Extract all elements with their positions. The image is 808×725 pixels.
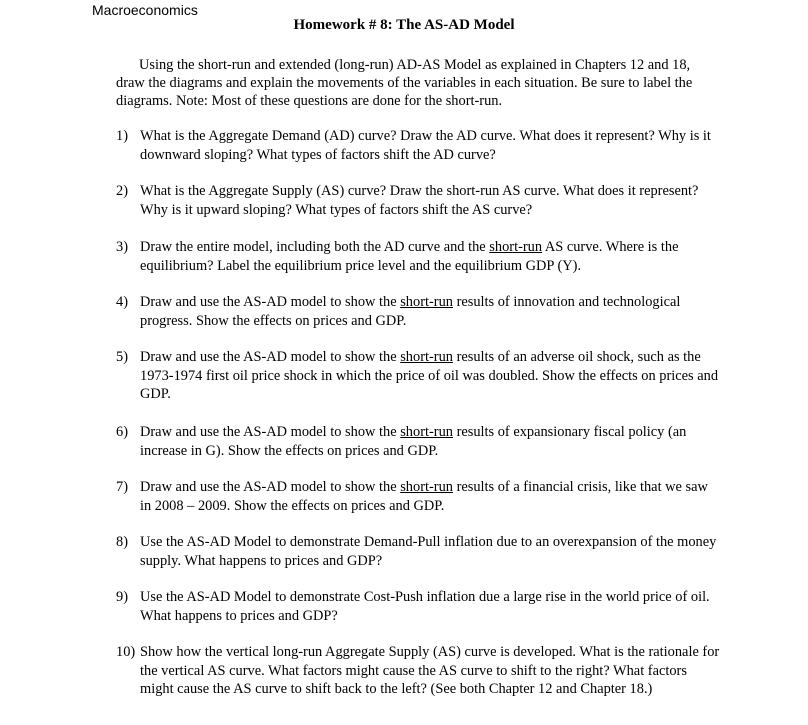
question-6 <box>116 423 722 460</box>
question-text: What is the Aggregate Supply (AS) curve? Draw the short-run AS curve. What does it represent? Why is it upward sloping? What types of factors shift the AS curve? <box>140 183 699 218</box>
question-text: What is the Aggregate Demand (AD) curve? Draw the AD curve. What does it represent? Why is it downward sloping? What types of factors shift the AD curve? <box>140 128 711 163</box>
question-8 <box>116 533 722 570</box>
question-text-pre: Draw and use the AS-AD model to show the <box>140 479 401 495</box>
question-9 <box>116 588 722 625</box>
question-text-pre: Draw and use the AS-AD model to show the <box>140 349 401 365</box>
question-5 <box>116 348 722 404</box>
question-number: 8) <box>116 534 128 550</box>
page-title: Homework # 8: The AS-AD Model <box>293 17 515 33</box>
short-run-emphasis: short-run <box>400 294 453 310</box>
question-text: Use the AS-AD Model to demonstrate Demand-Pull inflation due to an overexpansion of the money supply. What happens to prices and GDP? <box>140 534 717 569</box>
question-text-post: results of an adverse oil shock, such as the 1973-1974 first oil price shock in which the price of oil was doubled. Show the effects on prices and GDP. <box>140 349 719 403</box>
question-text <box>140 478 722 515</box>
question-number: 10) <box>116 644 136 660</box>
course-name: Macroeconomics <box>92 2 198 18</box>
question-text-pre: Draw and use the AS-AD model to show the <box>140 294 401 310</box>
question-number: 6) <box>116 424 128 440</box>
intro-paragraph: Using the short-run and extended (long-run) AD-AS Model as explained in Chapters 12 and 18, draw the diagrams and explain the movements of the variables in each situation. Be sure to label the diagrams. Note: Most of these questions are done for the short-run. <box>116 57 693 110</box>
short-run-emphasis: short-run <box>489 239 543 255</box>
short-run-emphasis: short-run <box>400 349 453 365</box>
question-number: 7) <box>116 479 128 495</box>
question-text-post: AS curve. Where is the equilibrium? Label the equilibrium price level and the equilibrium GDP (Y). <box>140 239 679 274</box>
question-text <box>140 423 722 460</box>
question-number: 9) <box>116 589 128 605</box>
question-number: 3) <box>116 239 128 255</box>
question-number: 4) <box>116 294 128 310</box>
question-1 <box>116 127 722 164</box>
short-run-emphasis: short-run <box>400 424 453 440</box>
question-4 <box>116 293 722 330</box>
question-number: 1) <box>116 128 128 144</box>
question-text <box>140 348 722 404</box>
question-text: Use the AS-AD Model to demonstrate Cost-Push inflation due a large rise in the world price of oil. What happens to prices and GDP? <box>140 589 710 624</box>
question-text-post: results of innovation and technological progress. Show the effects on prices and GDP. <box>140 294 681 329</box>
question-text <box>140 293 722 330</box>
question-text <box>140 238 722 275</box>
question-3 <box>116 238 722 275</box>
question-text-post: results of expansionary fiscal policy (an increase in G). Show the effects on prices and GDP. <box>140 424 687 459</box>
question-text: Show how the vertical long-run Aggregate Supply (AS) curve is developed. What is the rationale for the vertical AS curve. What factors might cause the AS curve to shift to the right? What factors might cause the AS curve to shift back to the left? (See both Chapter 12 and Chapter 18.) <box>140 644 720 698</box>
question-text-post: results of a financial crisis, like that we saw in 2008 – 2009. Show the effects on prices and GDP. <box>140 479 708 514</box>
question-number: 5) <box>116 349 128 365</box>
question-number: 2) <box>116 183 128 199</box>
question-text-pre: Draw the entire model, including both the AD curve and the <box>140 239 490 255</box>
question-10 <box>116 643 722 699</box>
question-text-pre: Draw and use the AS-AD model to show the <box>140 424 401 440</box>
short-run-emphasis: short-run <box>400 479 453 495</box>
question-2 <box>116 182 722 219</box>
question-7 <box>116 478 722 515</box>
